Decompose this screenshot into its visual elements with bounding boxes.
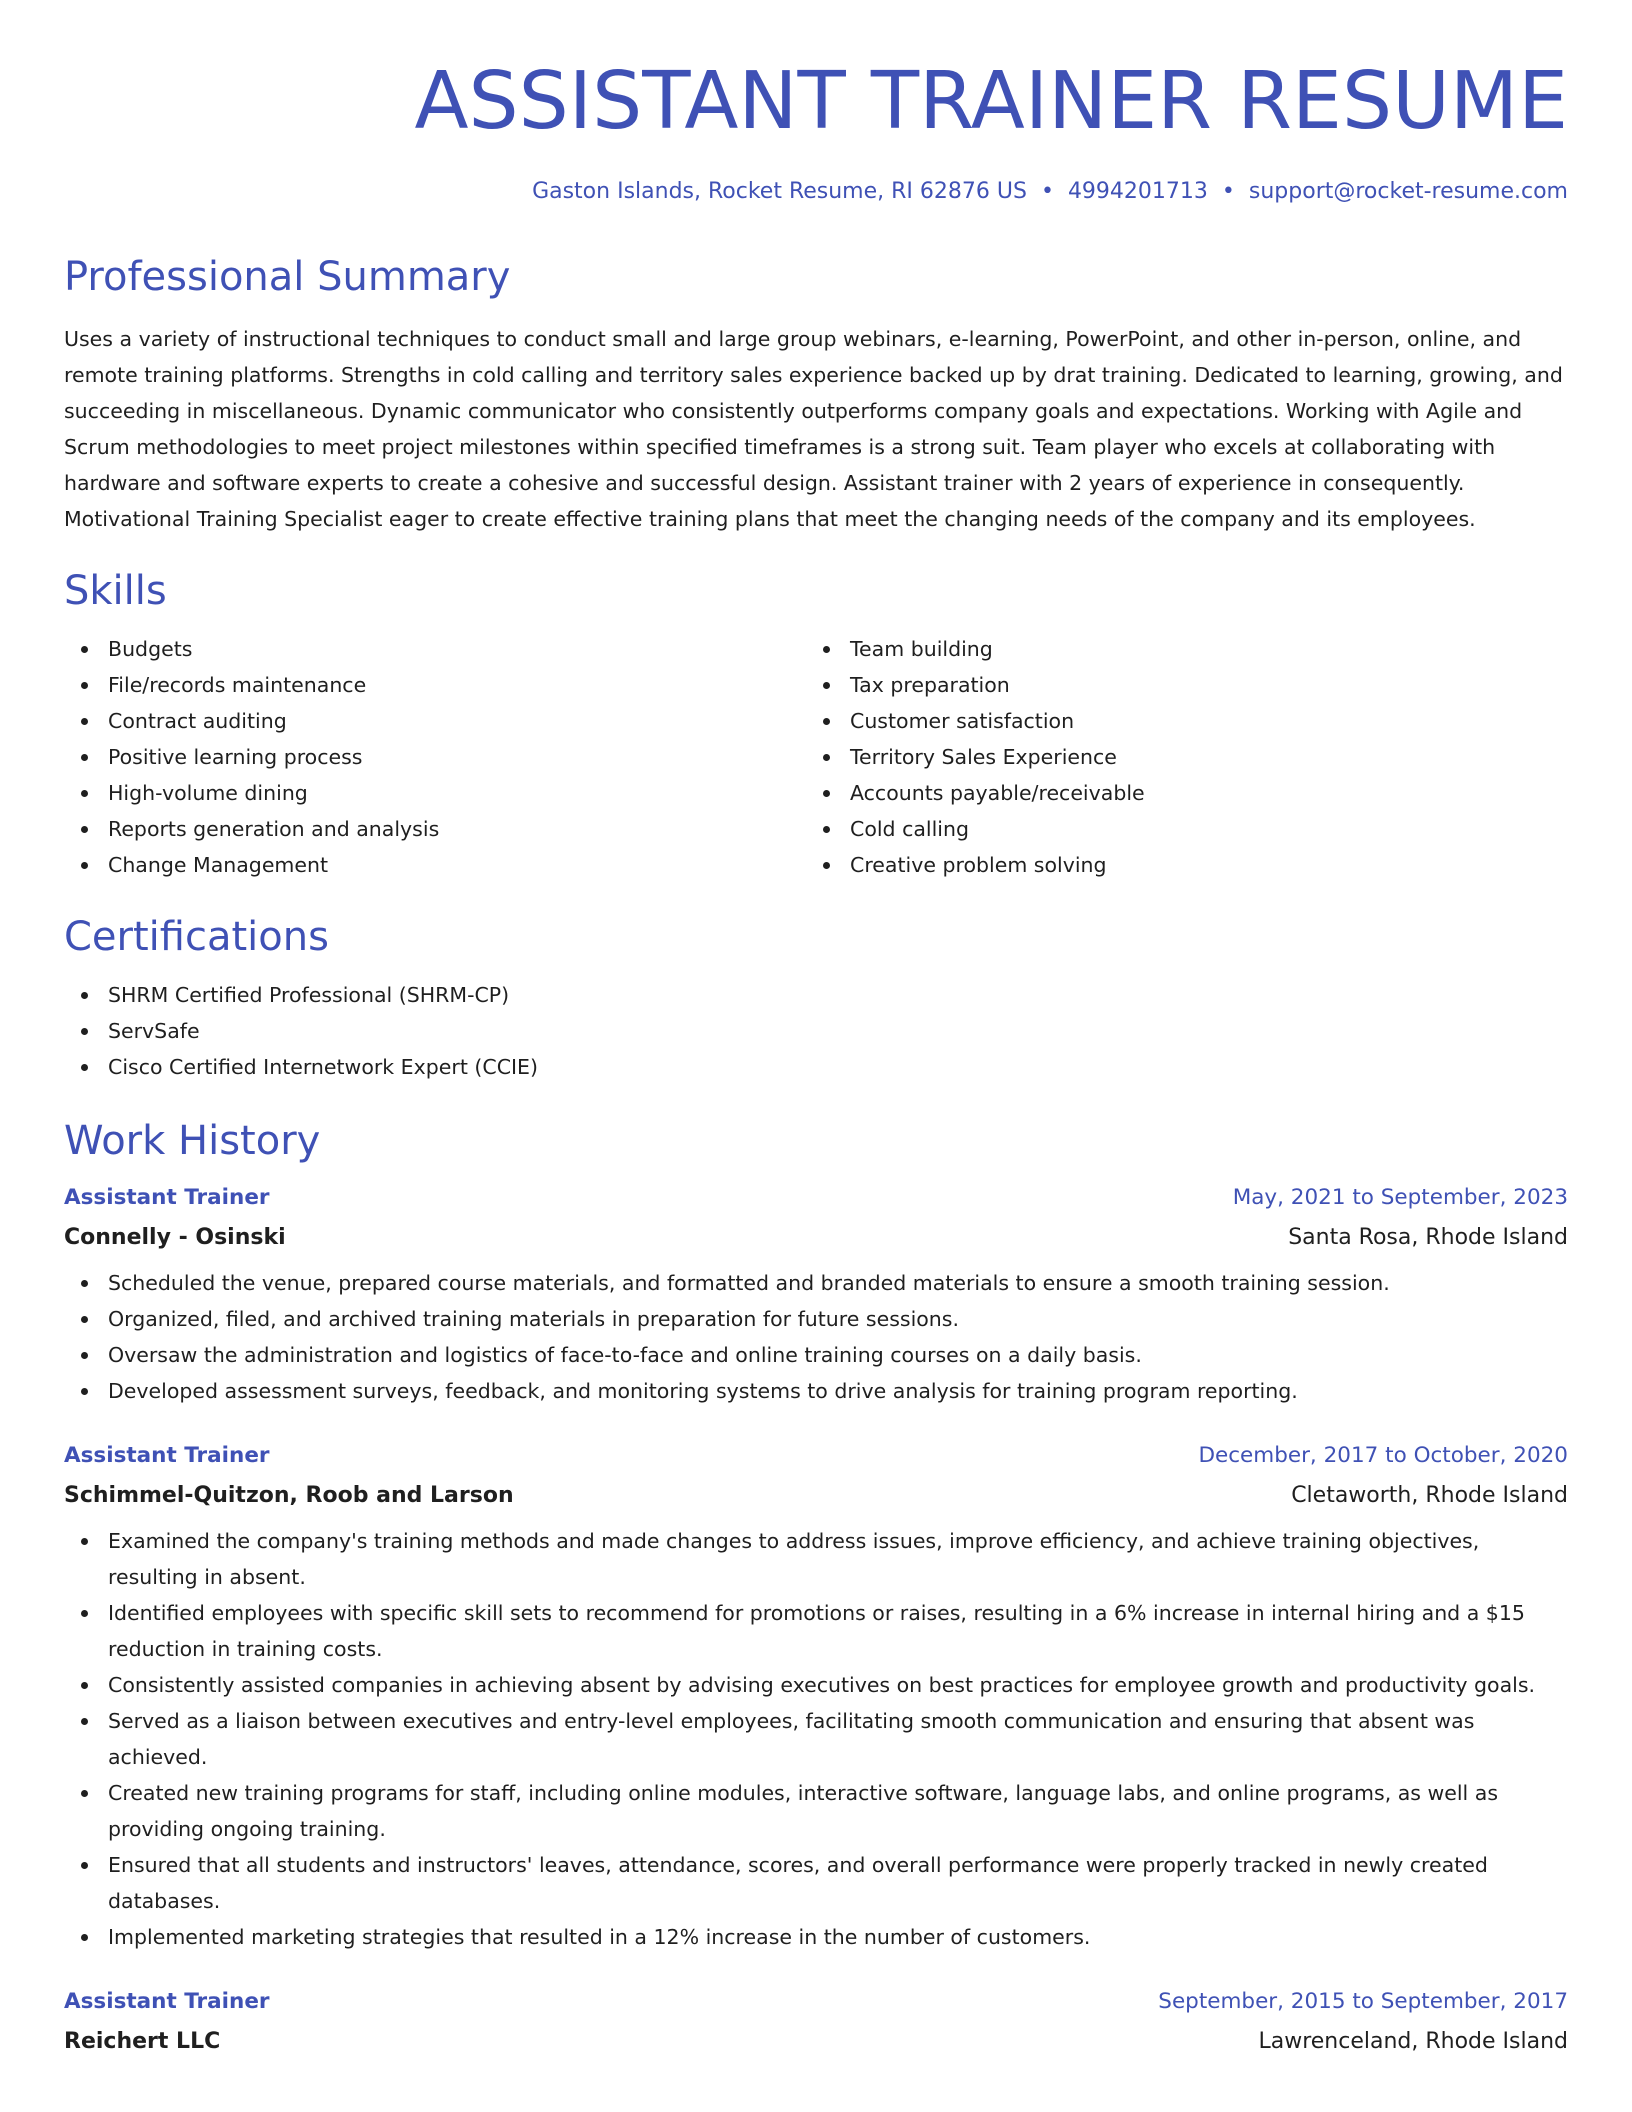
job-bullet: Implemented marketing strategies that resulted in a 12% increase in the number of customers. <box>64 1919 1568 1955</box>
job-title: Assistant Trainer <box>64 1989 270 2014</box>
skill-item: Customer satisfaction <box>806 703 1548 739</box>
work-history-heading: Work History <box>64 1118 321 1164</box>
skills-list-right <box>806 631 1548 883</box>
job-header-row <box>64 1183 1568 1213</box>
job-bullet-list <box>64 1523 1568 1955</box>
skill-item: High-volume dining <box>64 775 806 811</box>
job-bullet-list <box>64 1265 1568 1409</box>
skill-item: Reports generation and analysis <box>64 811 806 847</box>
job-company: Schimmel-Quitzon, Roob and Larson <box>64 1483 514 1508</box>
skill-item: File/records maintenance <box>64 667 806 703</box>
certifications-list <box>64 977 1568 1085</box>
contact-address: Gaston Islands, Rocket Resume, RI 62876 US <box>532 179 1027 204</box>
job-title: Assistant Trainer <box>64 1185 270 1210</box>
job-entry <box>64 1183 1568 1409</box>
contact-line <box>64 181 1568 203</box>
certification-item: SHRM Certified Professional (SHRM-CP) <box>64 977 1568 1013</box>
job-bullet: Developed assessment surveys, feedback, and monitoring systems to drive analysis for training program reporting. <box>64 1373 1568 1409</box>
job-dates: May, 2021 to September, 2023 <box>1232 1185 1568 1210</box>
skill-item: Positive learning process <box>64 739 806 775</box>
job-bullet: Created new training programs for staff, including online modules, interactive software, language labs, and online programs, as well as providing ongoing training. <box>64 1775 1568 1847</box>
summary-heading: Professional Summary <box>64 254 511 300</box>
skill-item: Change Management <box>64 847 806 883</box>
resume-title: ASSISTANT TRAINER RESUME <box>414 55 1568 147</box>
skill-item: Budgets <box>64 631 806 667</box>
skill-item: Territory Sales Experience <box>806 739 1548 775</box>
job-header-row <box>64 1987 1568 2017</box>
job-bullet: Ensured that all students and instructors' leaves, attendance, scores, and overall performance were properly tracked in newly created databases. <box>64 1847 1568 1919</box>
skills-grid <box>64 631 1568 883</box>
skill-item: Team building <box>806 631 1548 667</box>
summary-text: Uses a variety of instructional techniques to conduct small and large group webinars, e-learning, PowerPoint, and other in-person, online, and remote training platforms. Strengths in cold calling and territory sales experience backed up by drat training. Dedicated to learning, growing, and succeeding in miscellaneous. Dynamic communicator who consistently outperforms company goals and expectations. Working with Agile and Scrum methodologies to meet project milestones within specified timeframes is a strong suit. Team player who excels at collaborating with hardware and software experts to create a cohesive and successful design. Assistant trainer with 2 years of experience in consequently. Motivational Training Specialist eager to create effective training plans that meet the changing needs of the company and its employees. <box>64 327 1563 531</box>
skill-item: Accounts payable/receivable <box>806 775 1548 811</box>
contact-separator: • <box>1221 179 1235 204</box>
job-bullet: Scheduled the venue, prepared course materials, and formatted and branded materials to ensure a smooth training session. <box>64 1265 1568 1301</box>
skill-item: Creative problem solving <box>806 847 1548 883</box>
job-company: Connelly - Osinski <box>64 1225 286 1250</box>
job-entry <box>64 1441 1568 1955</box>
job-company-row <box>64 2017 1568 2057</box>
job-entry <box>64 1987 1568 2057</box>
skills-list-left <box>64 631 806 883</box>
contact-phone: 4994201713 <box>1067 179 1208 204</box>
skill-item: Cold calling <box>806 811 1548 847</box>
job-dates: September, 2015 to September, 2017 <box>1158 1989 1568 2014</box>
job-bullet: Identified employees with specific skill sets to recommend for promotions or raises, resulting in a 6% increase in internal hiring and a $15 reduction in training costs. <box>64 1595 1568 1667</box>
job-title: Assistant Trainer <box>64 1443 270 1468</box>
job-bullet: Examined the company's training methods and made changes to address issues, improve efficiency, and achieve training objectives, resulting in absent. <box>64 1523 1568 1595</box>
job-location: Cletaworth, Rhode Island <box>1291 1483 1568 1508</box>
skills-heading: Skills <box>64 568 167 614</box>
job-location: Santa Rosa, Rhode Island <box>1288 1225 1568 1250</box>
job-bullet: Served as a liaison between executives and entry-level employees, facilitating smooth communication and ensuring that absent was achieved. <box>64 1703 1568 1775</box>
certification-item: Cisco Certified Internetwork Expert (CCIE) <box>64 1049 1568 1085</box>
certification-item: ServSafe <box>64 1013 1568 1049</box>
certifications-heading: Certifications <box>64 914 329 960</box>
job-company-row <box>64 1471 1568 1511</box>
job-company: Reichert LLC <box>64 2029 221 2054</box>
job-bullet: Organized, filed, and archived training materials in preparation for future sessions. <box>64 1301 1568 1337</box>
skill-item: Contract auditing <box>64 703 806 739</box>
job-dates: December, 2017 to October, 2020 <box>1198 1443 1568 1468</box>
job-bullet: Oversaw the administration and logistics of face-to-face and online training courses on a daily basis. <box>64 1337 1568 1373</box>
job-location: Lawrenceland, Rhode Island <box>1258 2029 1568 2054</box>
job-company-row <box>64 1213 1568 1253</box>
skill-item: Tax preparation <box>806 667 1548 703</box>
job-bullet: Consistently assisted companies in achieving absent by advising executives on best practices for employee growth and productivity goals. <box>64 1667 1568 1703</box>
contact-separator: • <box>1040 179 1054 204</box>
contact-email[interactable]: support@rocket-resume.com <box>1248 179 1568 204</box>
job-header-row <box>64 1441 1568 1471</box>
